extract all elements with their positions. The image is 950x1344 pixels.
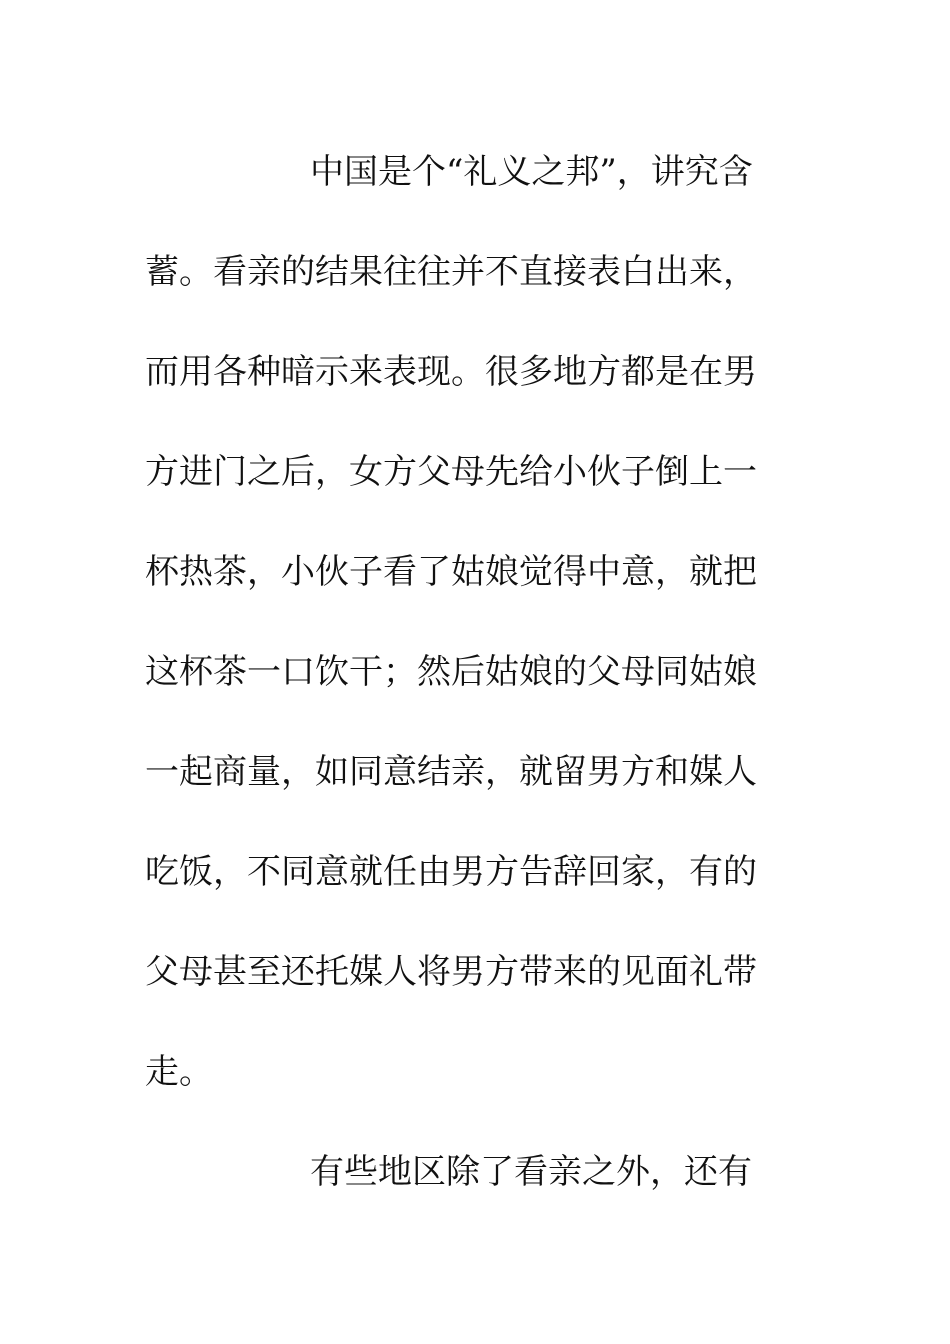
paragraph-line: 父母甚至还托媒人将男方带来的见面礼带 bbox=[145, 952, 757, 992]
paragraph-line: 杯热茶，小伙子看了姑娘觉得中意，就把 bbox=[145, 552, 757, 592]
document-text-block bbox=[145, 122, 805, 1222]
paragraph-line: 蓄。看亲的结果往往并不直接表白出来， bbox=[145, 252, 757, 292]
paragraph-line: 而用各种暗示来表现。很多地方都是在男 bbox=[145, 352, 757, 392]
paragraph-line: 中国是个“礼义之邦”，讲究含 bbox=[310, 152, 753, 192]
paragraph-line: 这杯茶一口饮干；然后姑娘的父母同姑娘 bbox=[145, 652, 757, 692]
paragraph-line: 走。 bbox=[145, 1052, 213, 1092]
paragraph-line: 吃饭，不同意就任由男方告辞回家，有的 bbox=[145, 852, 757, 892]
paragraph-line: 方进门之后，女方父母先给小伙子倒上一 bbox=[145, 452, 757, 492]
paragraph-line: 一起商量，如同意结亲，就留男方和媒人 bbox=[145, 752, 757, 792]
paragraph-line: 有些地区除了看亲之外，还有 bbox=[310, 1152, 752, 1192]
